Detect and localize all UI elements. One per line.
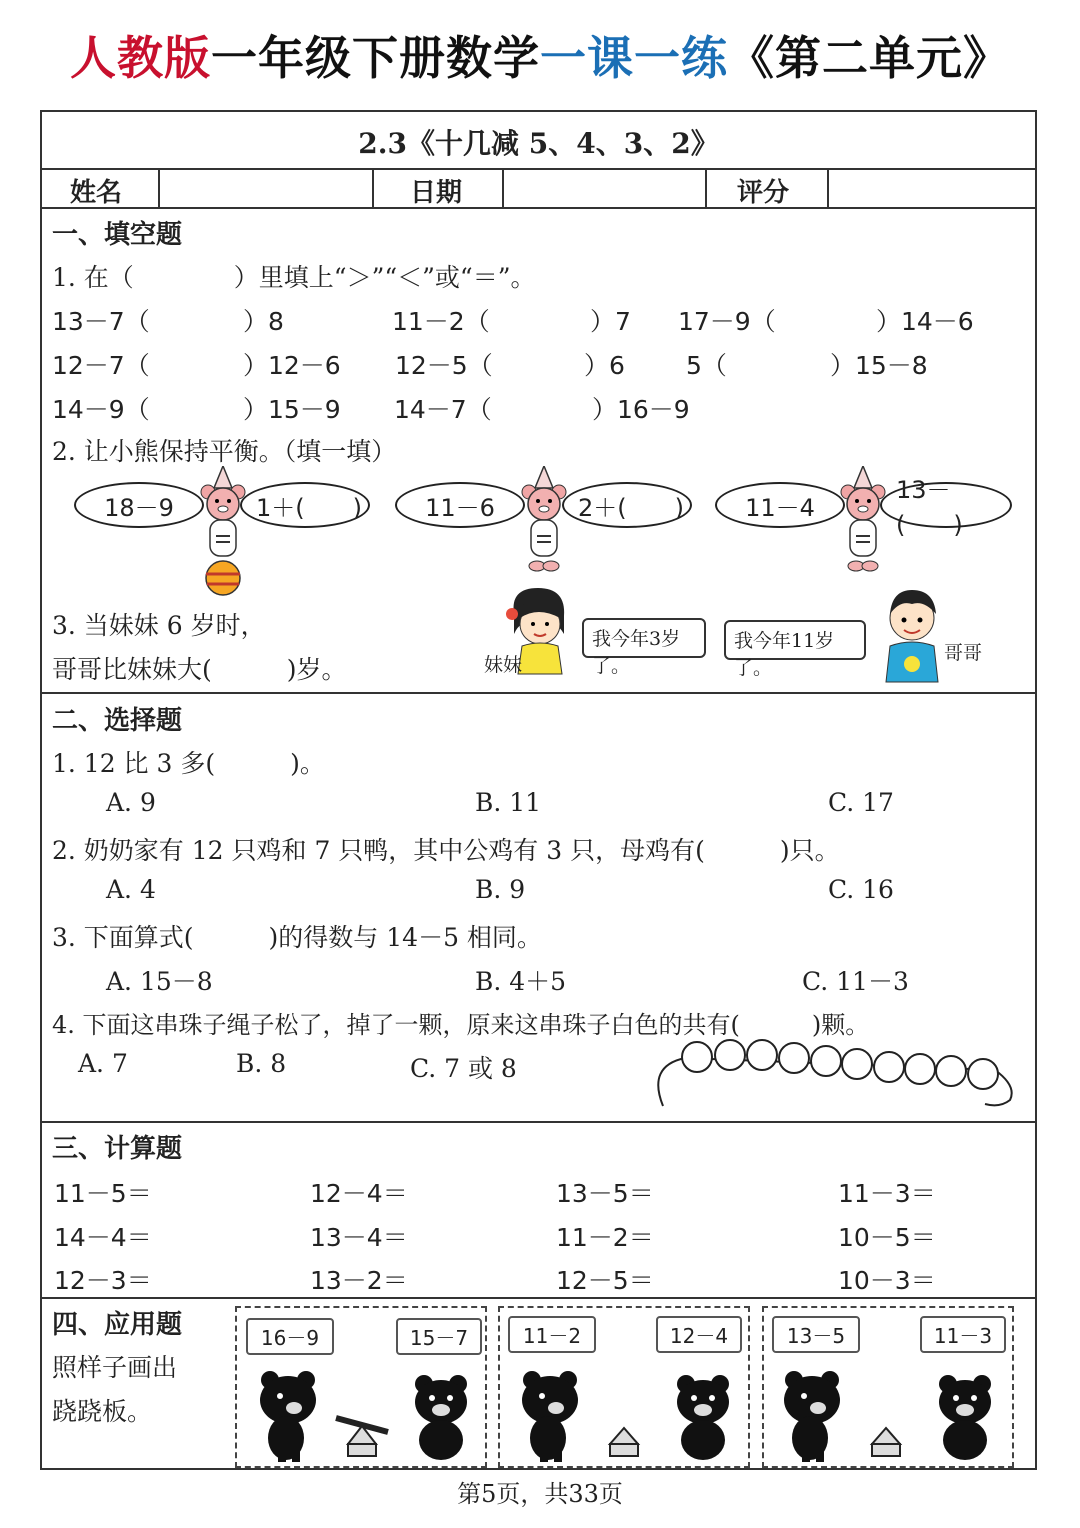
seesaw-blank-illustration bbox=[510, 1366, 744, 1464]
compare-item: ）15－8 bbox=[830, 351, 928, 380]
fill-question-2: 2. 让小熊保持平衡。（填一填） bbox=[52, 437, 397, 466]
choice-question-4: 4. 下面这串珠子绳子松了，掉了一颗，原来这串珠子白色的共有( )颗。 bbox=[52, 1011, 870, 1039]
application-desc: 跷跷板。 bbox=[52, 1397, 153, 1426]
balance-right-text: 2＋( ) bbox=[578, 493, 684, 522]
girl-label: 妹妹 bbox=[484, 654, 523, 676]
section-1-title: 一、填空题 bbox=[52, 220, 183, 250]
calc-item: 12－3＝ bbox=[54, 1266, 152, 1295]
calc-item: 11－3＝ bbox=[838, 1179, 936, 1208]
divider bbox=[705, 168, 707, 207]
boy-label: 哥哥 bbox=[944, 642, 983, 664]
calc-item: 13－4＝ bbox=[310, 1223, 408, 1252]
section-3-title: 三、计算题 bbox=[52, 1134, 183, 1164]
title-series: 一课一练 bbox=[540, 31, 728, 85]
divider bbox=[158, 168, 160, 207]
balance-right-oval bbox=[880, 476, 1012, 539]
page-title bbox=[0, 22, 1080, 88]
lesson-title: 2.3《十几减 5、4、3、2》 bbox=[358, 127, 719, 160]
compare-item: ）15－9 bbox=[243, 395, 341, 424]
compare-item: ）7 bbox=[590, 307, 631, 336]
choice-option: C. 17 bbox=[828, 788, 894, 817]
boy-icon bbox=[880, 584, 944, 684]
divider bbox=[40, 168, 1037, 170]
balance-right-oval bbox=[562, 482, 692, 528]
girl-speech-bubble: 我今年3岁了。 bbox=[582, 618, 706, 658]
section-4-title: 四、应用题 bbox=[52, 1310, 183, 1340]
compare-item: ）6 bbox=[584, 351, 625, 380]
expression-tag: 11－2 bbox=[508, 1316, 596, 1353]
expression-tag: 16－9 bbox=[246, 1318, 334, 1355]
balance-left-text: 11－6 bbox=[425, 493, 495, 522]
expression-tag: 15－7 bbox=[396, 1318, 482, 1355]
balance-right-text: 1＋( ) bbox=[256, 493, 362, 522]
divider bbox=[372, 168, 374, 207]
balance-right-oval bbox=[240, 482, 370, 528]
expression-tag: 11－3 bbox=[920, 1316, 1006, 1353]
fill-question-1: 1. 在（ ）里填上“＞”“＜”或“＝”。 bbox=[52, 263, 536, 292]
compare-item: ）14－6 bbox=[876, 307, 974, 336]
divider bbox=[502, 168, 504, 207]
choice-question-3: 3. 下面算式( )的得数与 14－5 相同。 bbox=[52, 923, 542, 952]
expression-tag: 12－4 bbox=[656, 1316, 742, 1353]
choice-option: B. 4＋5 bbox=[475, 967, 567, 996]
compare-item: ）12－6 bbox=[243, 351, 341, 380]
choice-option: A. 15－8 bbox=[106, 967, 213, 996]
divider bbox=[827, 168, 829, 207]
bear-icon bbox=[190, 466, 256, 596]
calc-item: 14－4＝ bbox=[54, 1223, 152, 1252]
bead-string-icon bbox=[645, 1036, 1017, 1112]
expression-tag: 13－5 bbox=[772, 1316, 860, 1353]
page-footer: 第5页，共33页 bbox=[457, 1480, 623, 1508]
choice-question-2: 2. 奶奶家有 12 只鸡和 7 只鸭，其中公鸡有 3 只，母鸡有( )只。 bbox=[52, 836, 840, 865]
choice-question-1: 1. 12 比 3 多( )。 bbox=[52, 749, 325, 778]
choice-option: B. 11 bbox=[475, 788, 542, 817]
divider bbox=[40, 692, 1037, 694]
balance-left-text: 18－9 bbox=[104, 493, 174, 522]
compare-item: 11－2（ bbox=[392, 307, 490, 336]
divider bbox=[40, 1121, 1037, 1123]
calc-item: 11－2＝ bbox=[556, 1223, 654, 1252]
bear-icon bbox=[830, 466, 896, 576]
application-desc: 照样子画出 bbox=[52, 1353, 178, 1382]
choice-option: A. 4 bbox=[106, 875, 156, 904]
compare-item: 13－7（ bbox=[52, 307, 150, 336]
choice-option: A. 7 bbox=[78, 1049, 128, 1078]
choice-option: C. 11－3 bbox=[802, 967, 909, 996]
calc-item: 10－5＝ bbox=[838, 1223, 936, 1252]
choice-option: C. 7 或 8 bbox=[410, 1054, 517, 1083]
calc-item: 13－5＝ bbox=[556, 1179, 654, 1208]
choice-option: B. 9 bbox=[475, 875, 526, 904]
score-label: 评分 bbox=[737, 178, 790, 208]
compare-item: ）16－9 bbox=[592, 395, 690, 424]
balance-left-oval bbox=[74, 482, 204, 528]
title-publisher: 人教版 bbox=[70, 31, 211, 85]
compare-item: 14－7（ bbox=[394, 395, 492, 424]
calc-item: 12－4＝ bbox=[310, 1179, 408, 1208]
divider bbox=[40, 207, 1037, 209]
calc-item: 11－5＝ bbox=[54, 1179, 152, 1208]
name-label: 姓名 bbox=[70, 178, 123, 208]
choice-option: B. 8 bbox=[236, 1049, 287, 1078]
fill-question-3: 3. 当妹妹 6 岁时， bbox=[52, 611, 266, 640]
date-label: 日期 bbox=[410, 178, 463, 208]
calc-item: 12－5＝ bbox=[556, 1266, 654, 1295]
boy-speech-bubble: 我今年11岁了。 bbox=[724, 620, 866, 660]
balance-right-text: 13－( ) bbox=[896, 476, 963, 539]
balance-left-oval bbox=[715, 482, 845, 528]
compare-item: 14－9（ bbox=[52, 395, 150, 424]
calc-item: 13－2＝ bbox=[310, 1266, 408, 1295]
divider bbox=[40, 1297, 1037, 1299]
title-unit: 《第二单元》 bbox=[728, 31, 1010, 85]
fill-question-3-blank: 哥哥比妹妹大( )岁。 bbox=[52, 655, 347, 684]
bear-icon bbox=[511, 466, 577, 576]
compare-item: 12－5（ bbox=[395, 351, 493, 380]
compare-item: 5（ bbox=[686, 351, 727, 380]
compare-item: 12－7（ bbox=[52, 351, 150, 380]
choice-option: C. 16 bbox=[828, 875, 894, 904]
seesaw-blank-illustration bbox=[772, 1366, 1006, 1464]
calc-item: 10－3＝ bbox=[838, 1266, 936, 1295]
title-grade: 一年级下册数学 bbox=[211, 31, 540, 85]
balance-left-oval bbox=[395, 482, 525, 528]
compare-item: 17－9（ bbox=[678, 307, 776, 336]
section-2-title: 二、选择题 bbox=[52, 706, 183, 736]
compare-item: ）8 bbox=[243, 307, 284, 336]
balance-left-text: 11－4 bbox=[745, 493, 815, 522]
choice-option: A. 9 bbox=[106, 788, 156, 817]
seesaw-example-illustration bbox=[248, 1366, 482, 1464]
